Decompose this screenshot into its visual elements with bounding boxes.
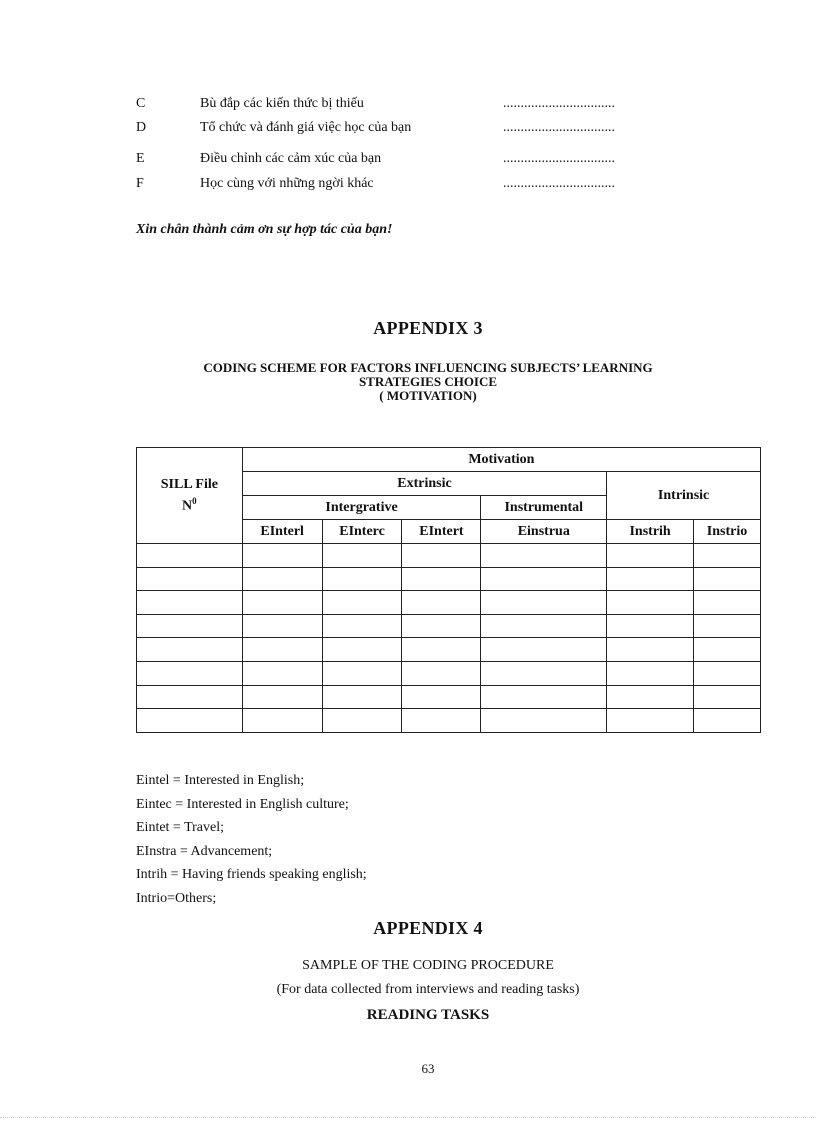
legend-item: Eintec = Interested in English culture; xyxy=(136,796,349,812)
table-cell xyxy=(607,661,694,685)
answer-blank: ................................ xyxy=(503,151,615,166)
table-cell xyxy=(402,567,481,591)
table-cell xyxy=(402,544,481,568)
column-header: EIntert xyxy=(402,520,481,544)
motivation-header: Motivation xyxy=(242,448,760,472)
table-row xyxy=(137,567,761,591)
table-cell xyxy=(694,567,761,591)
intrinsic-header: Intrinsic xyxy=(607,472,761,520)
legend-item: EInstra = Advancement; xyxy=(136,843,273,859)
legend-item: Intrio=Others; xyxy=(136,890,217,906)
table-row xyxy=(137,661,761,685)
table-cell xyxy=(694,638,761,662)
table-cell xyxy=(322,661,402,685)
answer-blank: ................................ xyxy=(503,120,615,135)
table-cell xyxy=(242,685,322,709)
table-cell xyxy=(137,544,243,568)
column-header: EInterl xyxy=(242,520,322,544)
column-header: Einstrua xyxy=(481,520,607,544)
table-cell xyxy=(322,638,402,662)
legend-item: Eintet = Travel; xyxy=(136,820,225,836)
table-cell xyxy=(402,661,481,685)
table-cell xyxy=(242,709,322,733)
answer-blank: ................................ xyxy=(503,96,615,111)
item-letter: C xyxy=(136,96,146,111)
item-letter: E xyxy=(136,151,145,166)
table-cell xyxy=(694,685,761,709)
appendix-3-subtitle-line-3: ( MOTIVATION) xyxy=(379,388,477,403)
appendix-4-note: (For data collected from interviews and reading tasks) xyxy=(276,982,580,997)
table-cell xyxy=(137,567,243,591)
table-cell xyxy=(694,661,761,685)
appendix-3-subtitle-line-1: CODING SCHEME FOR FACTORS INFLUENCING SUBJECTS’ LEARNING xyxy=(203,360,653,375)
table-cell xyxy=(242,591,322,615)
legend-item: Eintel = Interested in English; xyxy=(136,773,305,788)
table-cell xyxy=(322,685,402,709)
table-cell xyxy=(137,685,243,709)
table-row xyxy=(137,544,761,568)
table-cell xyxy=(137,661,243,685)
appendix-3-subtitle-line-2: STRATEGIES CHOICE xyxy=(358,374,498,389)
table-cell xyxy=(322,567,402,591)
sill-file-header xyxy=(137,448,243,544)
column-header: EInterc xyxy=(322,520,402,544)
item-text: Học cùng với những ngời khác xyxy=(200,176,374,191)
sill-file-label: SILL File xyxy=(160,476,218,492)
page-number: 63 xyxy=(421,1061,435,1076)
table-cell xyxy=(137,709,243,733)
table-cell xyxy=(242,567,322,591)
column-header: Instrih xyxy=(607,520,694,544)
appendix-4-subtitle: SAMPLE OF THE CODING PROCEDURE xyxy=(302,958,554,973)
table-cell xyxy=(137,591,243,615)
table-cell xyxy=(607,614,694,638)
table-cell xyxy=(402,709,481,733)
table-cell xyxy=(607,638,694,662)
table-cell xyxy=(481,661,607,685)
legend-list xyxy=(136,769,367,911)
table-cell xyxy=(481,567,607,591)
item-letter: F xyxy=(136,176,144,191)
table-cell xyxy=(607,685,694,709)
item-text: Bù đắp các kiến thức bị thiếu xyxy=(200,96,364,111)
sill-number-label: $N^0$ xyxy=(182,495,197,514)
table-cell xyxy=(137,638,243,662)
table-cell xyxy=(481,544,607,568)
table-cell xyxy=(481,614,607,638)
table-cell xyxy=(137,614,243,638)
reading-tasks-heading: READING TASKS xyxy=(366,1007,490,1023)
table-cell xyxy=(322,709,402,733)
table-row xyxy=(137,685,761,709)
instrumental-header: Instrumental xyxy=(481,496,607,520)
intergrative-header: Intergrative xyxy=(242,496,481,520)
table-cell xyxy=(607,544,694,568)
table-cell xyxy=(402,614,481,638)
table-cell xyxy=(481,638,607,662)
table-row xyxy=(137,638,761,662)
appendix-4-title: APPENDIX 4 xyxy=(373,918,483,938)
table-cell xyxy=(402,685,481,709)
answer-blank: ................................ xyxy=(503,176,615,191)
table-cell xyxy=(402,591,481,615)
item-text: Tổ chức và đánh giá việc học của bạn xyxy=(200,120,412,135)
table-cell xyxy=(694,591,761,615)
table-cell xyxy=(694,544,761,568)
table-cell xyxy=(607,591,694,615)
table-cell xyxy=(481,685,607,709)
column-header: Instrio xyxy=(694,520,761,544)
table-cell xyxy=(242,638,322,662)
table-cell xyxy=(242,661,322,685)
table-cell xyxy=(607,709,694,733)
table-cell xyxy=(322,544,402,568)
table-row xyxy=(137,591,761,615)
table-cell xyxy=(402,638,481,662)
table-row xyxy=(137,709,761,733)
table-cell xyxy=(242,614,322,638)
table-cell xyxy=(481,709,607,733)
coding-table xyxy=(136,447,761,733)
legend-item: Intrih = Having friends speaking english; xyxy=(136,867,367,883)
extrinsic-header: Extrinsic xyxy=(242,472,606,496)
item-text: Điều chỉnh các cảm xúc của bạn xyxy=(200,151,382,166)
table-cell xyxy=(242,544,322,568)
table-cell xyxy=(607,567,694,591)
table-cell xyxy=(322,614,402,638)
item-letter: D xyxy=(136,120,147,135)
table-cell xyxy=(694,709,761,733)
appendix-3-title: APPENDIX 3 xyxy=(373,318,483,338)
page-bottom-rule xyxy=(0,1117,816,1118)
table-row xyxy=(137,614,761,638)
table-cell xyxy=(481,591,607,615)
thanks-note: Xin chân thành cảm ơn sự hợp tác của bạn! xyxy=(136,222,393,237)
table-cell xyxy=(322,591,402,615)
table-cell xyxy=(694,614,761,638)
